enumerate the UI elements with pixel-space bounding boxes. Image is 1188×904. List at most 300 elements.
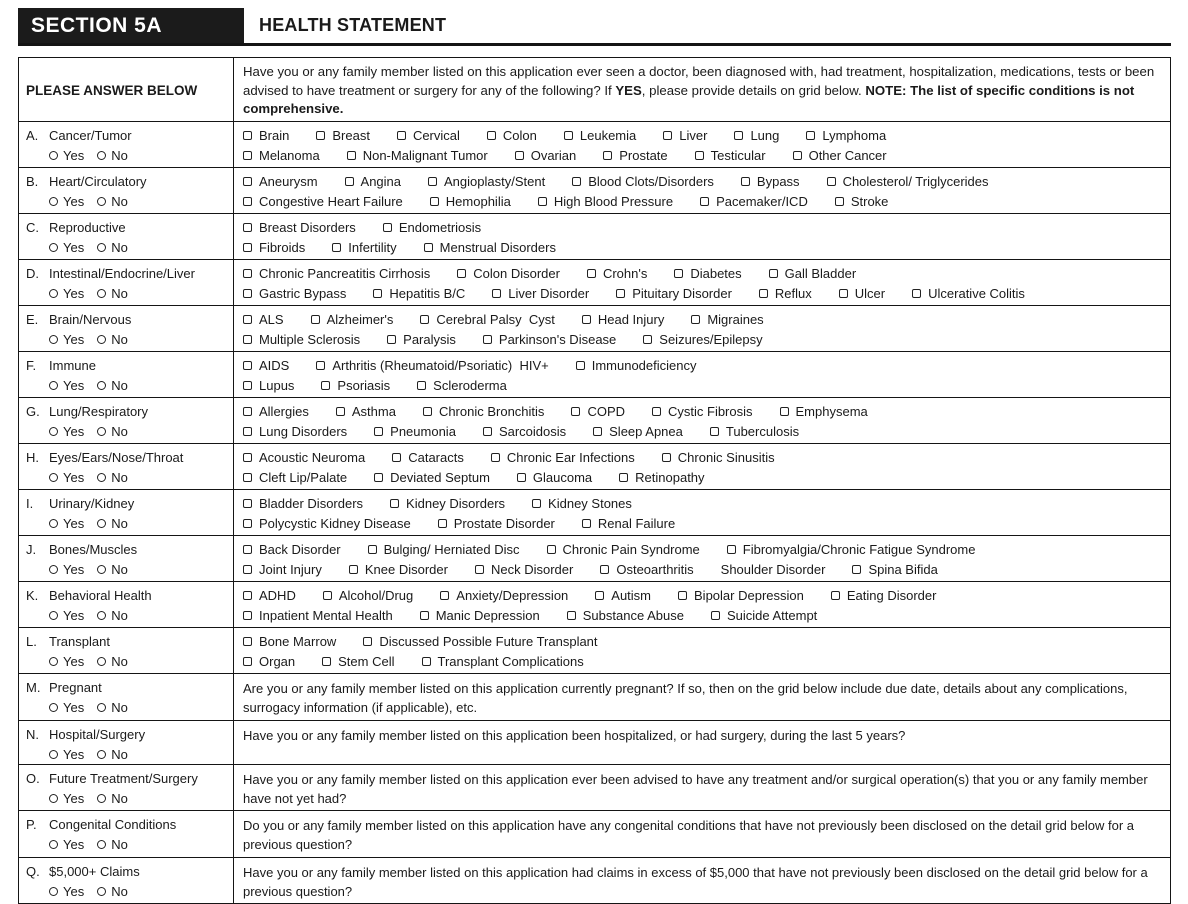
option-other-cancer[interactable]: [793, 146, 887, 165]
option-label: Lupus: [259, 378, 295, 394]
checkbox-icon[interactable]: [564, 131, 573, 140]
checkbox-icon[interactable]: [547, 545, 556, 554]
checkbox-icon[interactable]: [349, 565, 358, 574]
option-angioplasty-stent[interactable]: [428, 172, 545, 191]
checkbox-icon[interactable]: [793, 151, 802, 160]
checkbox-icon[interactable]: [243, 473, 252, 482]
checkbox-icon[interactable]: [383, 223, 392, 232]
radio-yes-icon[interactable]: [49, 657, 58, 666]
yes-option-A[interactable]: [49, 148, 84, 163]
checkbox-icon[interactable]: [538, 197, 547, 206]
no-option-H[interactable]: [97, 470, 128, 485]
checkbox-icon[interactable]: [243, 243, 252, 252]
radio-no-icon[interactable]: [97, 427, 106, 436]
radio-yes-icon[interactable]: [49, 473, 58, 482]
option-back-disorder[interactable]: [243, 540, 341, 559]
option-lymphoma[interactable]: [806, 126, 886, 145]
checkbox-icon[interactable]: [243, 289, 252, 298]
checkbox-icon[interactable]: [741, 177, 750, 186]
checkbox-icon[interactable]: [374, 473, 383, 482]
checkbox-icon[interactable]: [243, 223, 252, 232]
checkbox-icon[interactable]: [711, 611, 720, 620]
option-glaucoma[interactable]: [517, 468, 592, 487]
option-migraines[interactable]: [691, 310, 763, 329]
checkbox-icon[interactable]: [603, 151, 612, 160]
radio-yes-icon[interactable]: [49, 611, 58, 620]
radio-no-icon[interactable]: [97, 703, 106, 712]
option-inpatient-mental-health[interactable]: [243, 606, 393, 625]
option-crohn-s[interactable]: [587, 264, 647, 283]
checkbox-icon[interactable]: [420, 315, 429, 324]
checkbox-icon[interactable]: [243, 545, 252, 554]
checkbox-icon[interactable]: [487, 131, 496, 140]
option-chronic-pain-syndrome[interactable]: [547, 540, 700, 559]
radio-no-icon[interactable]: [97, 657, 106, 666]
option-prostate[interactable]: [603, 146, 667, 165]
option-aids[interactable]: [243, 356, 289, 375]
option-gall-bladder[interactable]: [769, 264, 857, 283]
option-kidney-stones[interactable]: [532, 494, 632, 513]
checkbox-icon[interactable]: [322, 657, 331, 666]
option-adhd[interactable]: [243, 586, 296, 605]
option-breast-disorders[interactable]: [243, 218, 356, 237]
checkbox-icon[interactable]: [678, 591, 687, 600]
option-lupus[interactable]: [243, 376, 294, 395]
option-chronic-pancreatitis-cirrhosis[interactable]: [243, 264, 430, 283]
option-bypass[interactable]: [741, 172, 800, 191]
option-polycystic-kidney-disease[interactable]: [243, 514, 411, 533]
checkbox-icon[interactable]: [243, 565, 252, 574]
option-aneurysm[interactable]: [243, 172, 318, 191]
option-cystic-fibrosis[interactable]: [652, 402, 753, 421]
checkbox-icon[interactable]: [243, 197, 252, 206]
option-label: Ovarian: [530, 148, 577, 164]
checkbox-icon[interactable]: [440, 591, 449, 600]
option-deviated-septum[interactable]: [374, 468, 490, 487]
option-multiple-sclerosis[interactable]: [243, 330, 360, 349]
checkbox-icon[interactable]: [243, 177, 252, 186]
checkbox-icon[interactable]: [243, 611, 252, 620]
checkbox-icon[interactable]: [422, 657, 431, 666]
radio-no-icon[interactable]: [97, 794, 106, 803]
checkbox-icon[interactable]: [336, 407, 345, 416]
checkbox-icon[interactable]: [532, 499, 541, 508]
checkbox-icon[interactable]: [691, 315, 700, 324]
category-line: [26, 726, 229, 743]
checkbox-icon[interactable]: [769, 269, 778, 278]
option-label: Parkinson's Disease: [498, 332, 617, 348]
checkbox-icon[interactable]: [316, 361, 325, 370]
no-option-B[interactable]: [97, 194, 128, 209]
checkbox-icon[interactable]: [243, 381, 252, 390]
checkbox-icon[interactable]: [397, 131, 406, 140]
option-osteoarthritis[interactable]: [600, 560, 693, 579]
checkbox-icon[interactable]: [243, 453, 252, 462]
option-blood-clots-disorders[interactable]: [572, 172, 714, 191]
option-infertility[interactable]: [332, 238, 396, 257]
option-stem-cell[interactable]: [322, 652, 394, 671]
yes-option-G[interactable]: [49, 424, 84, 439]
no-option-F[interactable]: [97, 378, 128, 393]
option-breast[interactable]: [316, 126, 370, 145]
checkbox-icon[interactable]: [567, 611, 576, 620]
yes-option-M[interactable]: [49, 700, 84, 715]
checkbox-icon[interactable]: [835, 197, 844, 206]
option-renal-failure[interactable]: [582, 514, 675, 533]
checkbox-icon[interactable]: [373, 289, 382, 298]
option-lung[interactable]: [734, 126, 779, 145]
radio-yes-icon[interactable]: [49, 887, 58, 896]
checkbox-icon[interactable]: [243, 519, 252, 528]
checkbox-icon[interactable]: [839, 289, 848, 298]
radio-no-icon[interactable]: [97, 887, 106, 896]
checkbox-icon[interactable]: [780, 407, 789, 416]
option-organ[interactable]: [243, 652, 295, 671]
option-scleroderma[interactable]: [417, 376, 507, 395]
checkbox-icon[interactable]: [587, 269, 596, 278]
option-chronic-bronchitis[interactable]: [423, 402, 545, 421]
option-discussed-possible-future-transplant[interactable]: [363, 632, 597, 651]
option-suicide-attempt[interactable]: [711, 606, 817, 625]
category-line: [26, 633, 229, 650]
checkbox-icon[interactable]: [593, 427, 602, 436]
checkbox-icon[interactable]: [243, 361, 252, 370]
yes-option-E[interactable]: [49, 332, 84, 347]
no-option-K[interactable]: [97, 608, 128, 623]
checkbox-icon[interactable]: [515, 151, 524, 160]
checkbox-icon[interactable]: [517, 473, 526, 482]
option-bulging-herniated-disc[interactable]: [368, 540, 520, 559]
radio-yes-icon[interactable]: [49, 427, 58, 436]
option-chronic-sinusitis[interactable]: [662, 448, 775, 467]
checkbox-icon[interactable]: [582, 519, 591, 528]
checkbox-icon[interactable]: [475, 565, 484, 574]
radio-no-icon[interactable]: [97, 381, 106, 390]
radio-yes-icon[interactable]: [49, 794, 58, 803]
radio-yes-icon[interactable]: [49, 289, 58, 298]
checkbox-icon[interactable]: [428, 177, 437, 186]
option-paralysis[interactable]: [387, 330, 456, 349]
no-option-P[interactable]: [97, 837, 128, 852]
option-seizures-epilepsy[interactable]: [643, 330, 762, 349]
checkbox-line: [243, 356, 1164, 375]
option-gastric-bypass[interactable]: [243, 284, 346, 303]
option-cerebral-palsy-cyst[interactable]: [420, 310, 554, 329]
option-pituitary-disorder[interactable]: [616, 284, 732, 303]
checkbox-icon[interactable]: [582, 315, 591, 324]
option-knee-disorder[interactable]: [349, 560, 448, 579]
option-alzheimer-s[interactable]: [311, 310, 394, 329]
option-cleft-lip-palate[interactable]: [243, 468, 347, 487]
checkbox-icon[interactable]: [423, 407, 432, 416]
option-cervical[interactable]: [397, 126, 460, 145]
checkbox-icon[interactable]: [243, 591, 252, 600]
checkbox-icon[interactable]: [491, 453, 500, 462]
checkbox-icon[interactable]: [438, 519, 447, 528]
yes-option-I[interactable]: [49, 516, 84, 531]
checkbox-icon[interactable]: [600, 565, 609, 574]
option-endometriosis[interactable]: [383, 218, 481, 237]
radio-yes-icon[interactable]: [49, 151, 58, 160]
option-acoustic-neuroma[interactable]: [243, 448, 365, 467]
checkbox-icon[interactable]: [387, 335, 396, 344]
checkbox-icon[interactable]: [390, 499, 399, 508]
radio-yes-icon[interactable]: [49, 381, 58, 390]
checkbox-icon[interactable]: [374, 427, 383, 436]
option-retinopathy[interactable]: [619, 468, 704, 487]
checkbox-icon[interactable]: [662, 453, 671, 462]
checkbox-icon[interactable]: [759, 289, 768, 298]
option-colon[interactable]: [487, 126, 537, 145]
yes-option-C[interactable]: [49, 240, 84, 255]
option-hemophilia[interactable]: [430, 192, 511, 211]
checkbox-icon[interactable]: [243, 407, 252, 416]
radio-no-icon[interactable]: [97, 565, 106, 574]
yes-option-H[interactable]: [49, 470, 84, 485]
checkbox-icon[interactable]: [311, 315, 320, 324]
row-category: Reproductive: [49, 220, 126, 236]
checkbox-icon[interactable]: [674, 269, 683, 278]
radio-yes-icon[interactable]: [49, 335, 58, 344]
checkbox-icon[interactable]: [392, 453, 401, 462]
option-prostate-disorder[interactable]: [438, 514, 555, 533]
checkbox-icon[interactable]: [595, 591, 604, 600]
option-bone-marrow[interactable]: [243, 632, 336, 651]
yes-option-P[interactable]: [49, 837, 84, 852]
yes-option-D[interactable]: [49, 286, 84, 301]
checkbox-icon[interactable]: [710, 427, 719, 436]
option-brain[interactable]: [243, 126, 289, 145]
yes-option-Q[interactable]: [49, 884, 84, 899]
option-lung-disorders[interactable]: [243, 422, 347, 441]
checkbox-icon[interactable]: [700, 197, 709, 206]
checkbox-icon[interactable]: [457, 269, 466, 278]
checkbox-icon[interactable]: [363, 637, 372, 646]
option-liver[interactable]: [663, 126, 707, 145]
option-label: Deviated Septum: [390, 470, 490, 486]
option-ulcer[interactable]: [839, 284, 885, 303]
radio-no-icon[interactable]: [97, 289, 106, 298]
radio-no-icon[interactable]: [97, 611, 106, 620]
option-asthma[interactable]: [336, 402, 396, 421]
option-label: Polycystic Kidney Disease: [259, 516, 411, 532]
checkbox-icon[interactable]: [243, 335, 252, 344]
option-reflux[interactable]: [759, 284, 812, 303]
yes-option-F[interactable]: [49, 378, 84, 393]
option-label: Ulcer: [854, 286, 886, 302]
option-label: Transplant Complications: [437, 654, 584, 670]
no-option-Q[interactable]: [97, 884, 128, 899]
checkbox-icon[interactable]: [424, 243, 433, 252]
checkbox-icon[interactable]: [619, 473, 628, 482]
checkbox-icon[interactable]: [345, 177, 354, 186]
yes-option-J[interactable]: [49, 562, 84, 577]
option-stroke[interactable]: [835, 192, 889, 211]
checkbox-icon[interactable]: [643, 335, 652, 344]
option-leukemia[interactable]: [564, 126, 636, 145]
no-option-N[interactable]: [97, 747, 128, 762]
row-N-content-cell: [234, 720, 1171, 764]
radio-yes-icon[interactable]: [49, 197, 58, 206]
no-option-C[interactable]: [97, 240, 128, 255]
checkbox-icon[interactable]: [852, 565, 861, 574]
option-angina[interactable]: [345, 172, 401, 191]
option-sarcoidosis[interactable]: [483, 422, 566, 441]
no-label: No: [111, 608, 128, 624]
radio-no-icon[interactable]: [97, 151, 106, 160]
option-substance-abuse[interactable]: [567, 606, 684, 625]
checkbox-icon[interactable]: [695, 151, 704, 160]
checkbox-icon[interactable]: [727, 545, 736, 554]
checkbox-icon[interactable]: [321, 381, 330, 390]
option-liver-disorder[interactable]: [492, 284, 589, 303]
option-label: Inpatient Mental Health: [259, 608, 393, 624]
option-hepatitis-b-c[interactable]: [373, 284, 465, 303]
option-non-malignant-tumor[interactable]: [347, 146, 488, 165]
option-sleep-apnea[interactable]: [593, 422, 683, 441]
option-testicular[interactable]: [695, 146, 766, 165]
checkbox-icon[interactable]: [243, 657, 252, 666]
no-option-A[interactable]: [97, 148, 128, 163]
option-label: Multiple Sclerosis: [259, 332, 361, 348]
radio-yes-icon[interactable]: [49, 703, 58, 712]
option-kidney-disorders[interactable]: [390, 494, 505, 513]
checkbox-icon[interactable]: [417, 381, 426, 390]
option-autism[interactable]: [595, 586, 651, 605]
no-option-O[interactable]: [97, 791, 128, 806]
option-tuberculosis[interactable]: [710, 422, 799, 441]
option-melanoma[interactable]: [243, 146, 320, 165]
radio-no-icon[interactable]: [97, 750, 106, 759]
checkbox-icon[interactable]: [316, 131, 325, 140]
checkbox-icon[interactable]: [347, 151, 356, 160]
option-cataracts[interactable]: [392, 448, 464, 467]
no-option-G[interactable]: [97, 424, 128, 439]
option-diabetes[interactable]: [674, 264, 741, 283]
option-high-blood-pressure[interactable]: [538, 192, 673, 211]
radio-yes-icon[interactable]: [49, 243, 58, 252]
option-label: Gastric Bypass: [259, 286, 347, 302]
checkbox-icon[interactable]: [492, 289, 501, 298]
checkbox-icon[interactable]: [323, 591, 332, 600]
option-pneumonia[interactable]: [374, 422, 456, 441]
radio-yes-icon[interactable]: [49, 565, 58, 574]
checkbox-icon[interactable]: [663, 131, 672, 140]
option-fibromyalgia-chronic-fatigue-syndrome[interactable]: [727, 540, 976, 559]
option-manic-depression[interactable]: [420, 606, 540, 625]
checkbox-icon[interactable]: [243, 427, 252, 436]
checkbox-icon[interactable]: [243, 499, 252, 508]
radio-no-icon[interactable]: [97, 519, 106, 528]
option-label: Cataracts: [408, 450, 464, 466]
option-head-injury[interactable]: [582, 310, 664, 329]
radio-yes-icon[interactable]: [49, 750, 58, 759]
option-eating-disorder[interactable]: [831, 586, 937, 605]
option-allergies[interactable]: [243, 402, 309, 421]
checkbox-icon[interactable]: [483, 427, 492, 436]
option-als[interactable]: [243, 310, 284, 329]
no-option-D[interactable]: [97, 286, 128, 301]
yes-option-L[interactable]: [49, 654, 84, 669]
no-option-E[interactable]: [97, 332, 128, 347]
radio-yes-icon[interactable]: [49, 519, 58, 528]
option-ulcerative-colitis[interactable]: [912, 284, 1025, 303]
yes-option-N[interactable]: [49, 747, 84, 762]
checkbox-icon[interactable]: [576, 361, 585, 370]
option-fibroids[interactable]: [243, 238, 305, 257]
checkbox-icon[interactable]: [243, 151, 252, 160]
option-psoriasis[interactable]: [321, 376, 390, 395]
option-transplant-complications[interactable]: [422, 652, 584, 671]
checkbox-icon[interactable]: [827, 177, 836, 186]
checkbox-icon[interactable]: [243, 637, 252, 646]
checkbox-icon[interactable]: [616, 289, 625, 298]
checkbox-icon[interactable]: [332, 243, 341, 252]
checkbox-icon[interactable]: [430, 197, 439, 206]
option-cholesterol-triglycerides[interactable]: [827, 172, 989, 191]
checkbox-icon[interactable]: [831, 591, 840, 600]
checkbox-icon[interactable]: [572, 177, 581, 186]
yes-option-O[interactable]: [49, 791, 84, 806]
no-option-M[interactable]: [97, 700, 128, 715]
checkbox-icon[interactable]: [243, 269, 252, 278]
checkbox-icon[interactable]: [571, 407, 580, 416]
option-ovarian[interactable]: [515, 146, 577, 165]
checkbox-icon[interactable]: [652, 407, 661, 416]
option-joint-injury[interactable]: [243, 560, 322, 579]
yes-option-K[interactable]: [49, 608, 84, 623]
checkbox-icon[interactable]: [243, 315, 252, 324]
no-option-L[interactable]: [97, 654, 128, 669]
option-bladder-disorders[interactable]: [243, 494, 363, 513]
checkbox-icon[interactable]: [420, 611, 429, 620]
radio-no-icon[interactable]: [97, 243, 106, 252]
checkbox-icon[interactable]: [368, 545, 377, 554]
no-option-I[interactable]: [97, 516, 128, 531]
radio-no-icon[interactable]: [97, 473, 106, 482]
radio-no-icon[interactable]: [97, 840, 106, 849]
option-colon-disorder[interactable]: [457, 264, 560, 283]
checkbox-icon[interactable]: [483, 335, 492, 344]
checkbox-icon[interactable]: [912, 289, 921, 298]
option-menstrual-disorders[interactable]: [424, 238, 556, 257]
radio-no-icon[interactable]: [97, 197, 106, 206]
radio-yes-icon[interactable]: [49, 840, 58, 849]
row-question: Have you or any family member listed on this application had claims in excess of $5,000 that have not previously been disclosed on the detail grid below for a previous question?: [243, 864, 1148, 899]
option-alcohol-drug[interactable]: [323, 586, 413, 605]
option-immunodeficiency[interactable]: [576, 356, 697, 375]
checkbox-icon[interactable]: [734, 131, 743, 140]
no-option-J[interactable]: [97, 562, 128, 577]
option-copd[interactable]: [571, 402, 625, 421]
option-pacemaker-icd[interactable]: [700, 192, 808, 211]
checkbox-icon[interactable]: [806, 131, 815, 140]
checkbox-icon[interactable]: [243, 131, 252, 140]
option-parkinson-s-disease[interactable]: [483, 330, 616, 349]
option-congestive-heart-failure[interactable]: [243, 192, 403, 211]
option-bipolar-depression[interactable]: [678, 586, 804, 605]
yes-option-B[interactable]: [49, 194, 84, 209]
option-anxiety-depression[interactable]: [440, 586, 568, 605]
option-arthritis-rheumatoid-psoriatic-hiv[interactable]: [316, 356, 548, 375]
row-P-content-cell: [234, 811, 1171, 857]
option-emphysema[interactable]: [780, 402, 868, 421]
option-neck-disorder[interactable]: [475, 560, 573, 579]
option-chronic-ear-infections[interactable]: [491, 448, 635, 467]
option-spina-bifida[interactable]: [852, 560, 937, 579]
yes-no-options: [49, 194, 229, 209]
radio-no-icon[interactable]: [97, 335, 106, 344]
